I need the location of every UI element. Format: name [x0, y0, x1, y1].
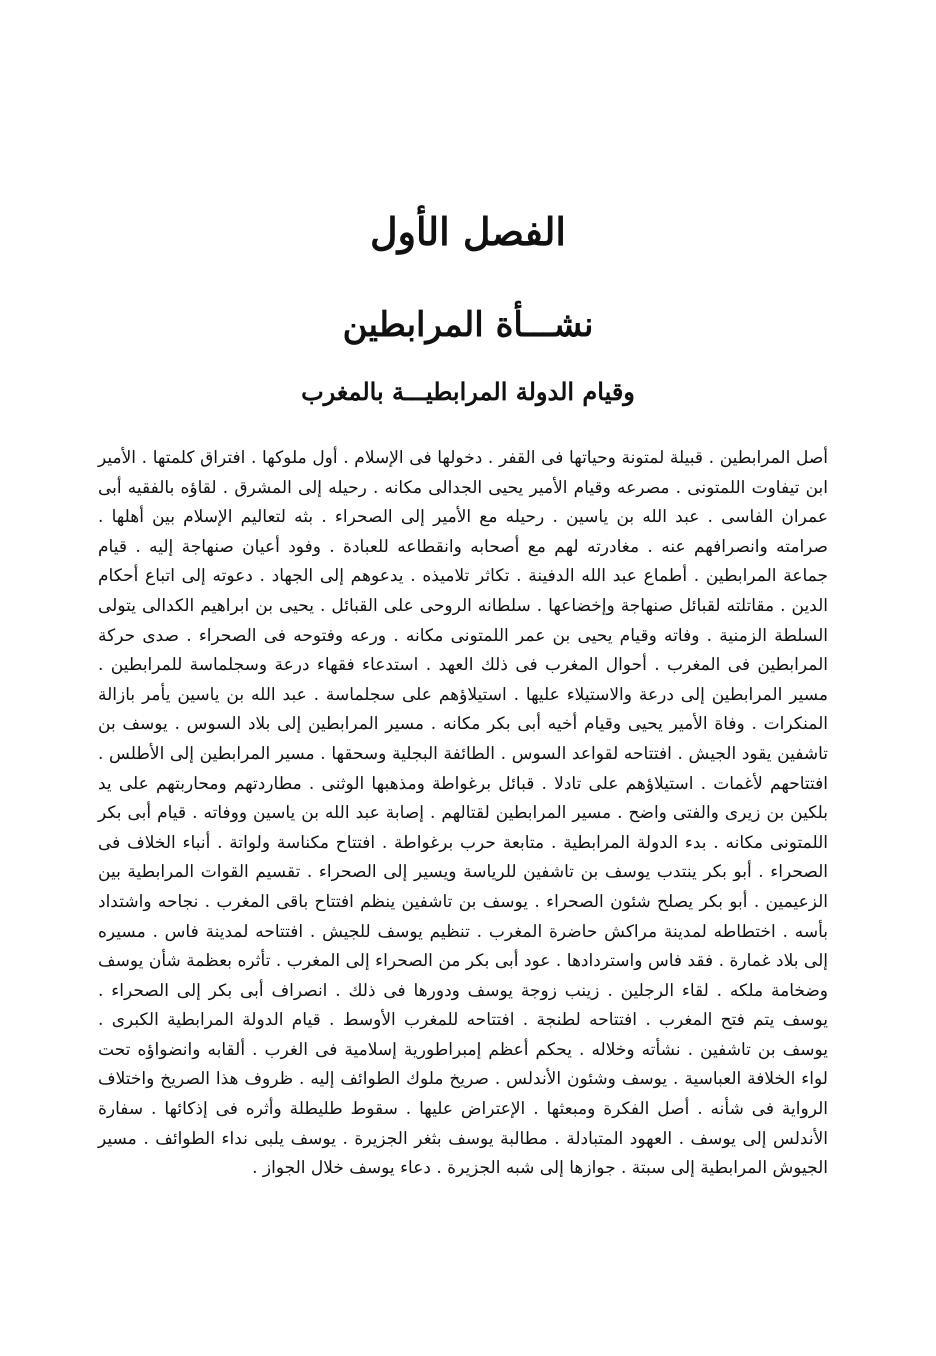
- chapter-summary-paragraph: أصل المرابطين . قبيلة لمتونة وحياتها فى القفر . دخولها فى الإسلام . أول ملوكها . افتراق كلمتها . الأمير ابن تيفاوت اللمتونى . مصرعه وقيام الأمير يحيى الجدالى مكانه . رحيله إلى المشرق . لقاؤه بالفقيه أبى عمران الفاسى . عبد الله بن ياسين . رحيله مع الأمير إلى الصحراء . بثه لتعاليم الإسلام بين أهلها . صرامته وانصرافهم عنه . مغادرته لهم مع أصحابه وانقطاعه للعبادة . وفود أعيان صنهاجة إليه . قيام جماعة المرابطين . أطماع عبد الله الدفينة . تكاثر تلاميذه . يدعوهم إلى الجهاد . دعوته إلى اتباع أحكام الدين . مقاتلته لقبائل صنهاجة وإخضاعها . سلطانه الروحى على القبائل . يحيى بن ابراهيم الكدالى يتولى السلطة الزمنية . وفاته وقيام يحيى بن عمر اللمتونى مكانه . ورعه وفتوحه فى الصحراء . صدى حركة المرابطين فى المغرب . أحوال المغرب فى ذلك العهد . استدعاء فقهاء درعة وسجلماسة للمرابطين . مسير المرابطين إلى درعة والاستيلاء عليها . استيلاؤهم على سجلماسة . عبد الله بن ياسين يأمر بازالة المنكرات . وفاة الأمير يحيى وقيام أخيه أبى بكر مكانه . مسير المرابطين إلى بلاد السوس . يوسف بن تاشفين يقود الجيش . افتتاحه لقواعد السوس . الطائفة البجلية وسحقها . مسير المرابطين إلى الأطلس . افتتاحهم لأغمات . استيلاؤهم على تادلا . قبائل برغواطة ومذهبها الوثنى . مطاردتهم ومحاربتهم على يد بلكين بن زيرى والفتى واضح . مسير المرابطين لقتالهم . إصابة عبد الله بن ياسين ووفاته . قيام أبى بكر اللمتونى مكانه . بدء الدولة المرابطية . متابعة حرب برغواطة . افتتاح مكناسة ولواتة . أنباء الخلاف فى الصحراء . أبو بكر ينتدب يوسف بن تاشفين للرياسة ويسير إلى الصحراء . تقسيم القوات المرابطية بين الزعيمين . أبو بكر يصلح شئون الصحراء . يوسف بن تاشفين ينظم افتتاح باقى المغرب . نجاحه واشتداد بأسه . اختطاطه لمدينة مراكش حاضرة المغرب . تنظيم يوسف للجيش . افتتاحه لمدينة فاس . مسيره إلى بلاد غمارة . فقد فاس واستردادها . عود أبى بكر من الصحراء إلى المغرب . تأثره بعظمة شأن يوسف وضخامة ملكه . لقاء الرجلين . زينب زوجة يوسف ودورها فى ذلك . انصراف أبى بكر إلى الصحراء . يوسف يتم فتح المغرب . افتتاحه لطنجة . افتتاحه للمغرب الأوسط . قيام الدولة المرابطية الكبرى . يوسف بن تاشفين . نشأته وخلاله . يحكم أعظم إمبراطورية إسلامية فى الغرب . ألقابه وانضواؤه تحت لواء الخلافة العباسية . يوسف وشئون الأندلس . صريخ ملوك الطوائف إليه . ظروف هذا الصريخ واختلاف الرواية فى شأنه . أصل الفكرة ومبعثها . الإعتراض عليها . سقوط طليطلة وأثره فى إذكائها . سفارة الأندلس إلى يوسف . العهود المتبادلة . مطالبة يوسف بثغر الجزيرة . يوسف يلبى نداء الطوائف . مسير الجيوش المرابطية إلى سبتة . جوازها إلى شبه الجزيرة . دعاء يوسف خلال الجواز .: [98, 448, 828, 1179]
- chapter-title: نشـــأة المرابطين: [342, 305, 594, 345]
- chapter-subtitle: وقيام الدولة المرابطيـــة بالمغرب: [301, 377, 635, 406]
- chapter-label: الفصل الأول: [370, 209, 566, 254]
